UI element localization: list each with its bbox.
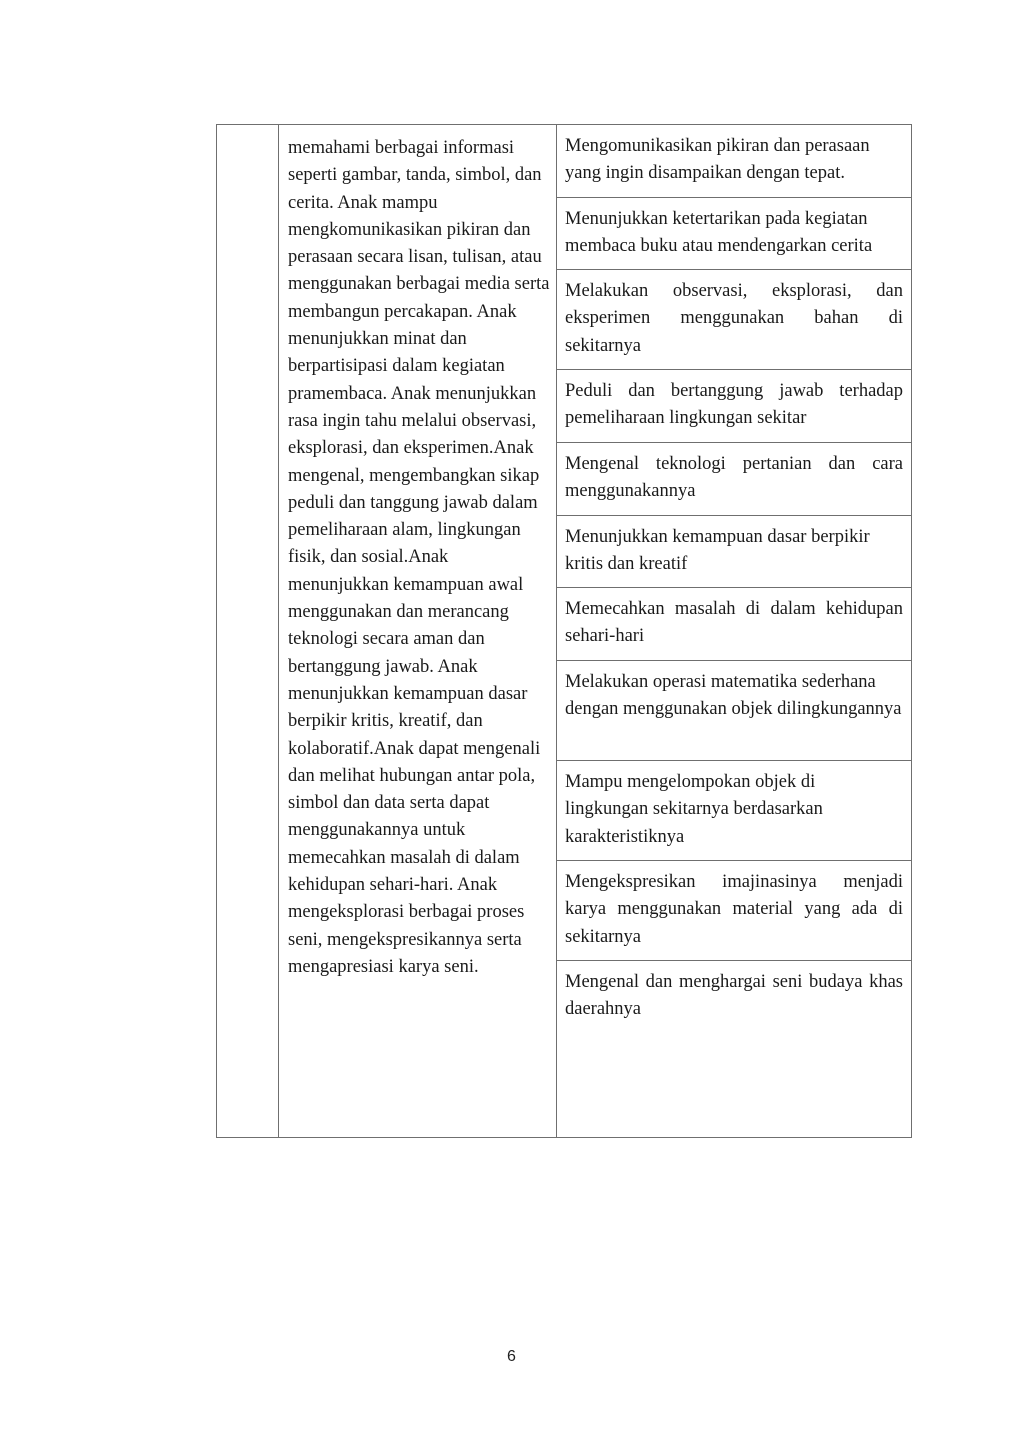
indicator-cell: Mengekspresikan imajinasinya menjadi karya menggunakan material yang ada di sekitarnya — [557, 861, 911, 961]
indicator-cell: Memecahkan masalah di dalam kehidupan sehari-hari — [557, 588, 911, 661]
indicator-cell: Melakukan operasi matematika sederhana dengan menggunakan objek dilingkungannya — [557, 661, 911, 761]
indicator-cell: Mengenal dan menghargai seni budaya khas daerahnya — [565, 972, 903, 1020]
indicator-cell: Menunjukkan ketertarikan pada kegiatan membaca buku atau mendengarkan cerita — [557, 198, 911, 270]
indicators-column — [557, 125, 911, 1137]
indicator-cell: Melakukan observasi, eksplorasi, dan eksperimen menggunakan bahan di sekitarnya — [557, 270, 911, 370]
description-cell: memahami berbagai informasi seperti gambar, tanda, simbol, dan cerita. Anak mampu mengkomunikasikan pikiran dan perasaan secara lisan, tulisan, atau menggunakan berbagai media serta membangun percakapan. Anak menunjukkan minat dan berpartisipasi dalam kegiatan pramembaca. Anak menunjukkan rasa ingin tahu melalui observasi, eksplorasi, dan eksperimen.Anak mengenal, mengembangkan sikap peduli dan tanggung jawab dalam pemeliharaan alam, lingkungan fisik, dan sosial.Anak menunjukkan kemampuan awal menggunakan dan merancang teknologi secara aman dan bertanggung jawab. Anak menunjukkan kemampuan dasar berpikir kritis, kreatif, dan kolaboratif.Anak dapat mengenali dan melihat hubungan antar pola, simbol dan data serta dapat menggunakannya untuk memecahkan masalah di dalam kehidupan sehari-hari. Anak mengeksplorasi berbagai proses seni, mengekspresikannya serta mengapresiasi karya seni. — [279, 125, 557, 1137]
indicator-cell: Menunjukkan kemampuan dasar berpikir kritis dan kreatif — [557, 516, 911, 588]
page-number: 6 — [507, 1348, 516, 1365]
number-column-cell — [217, 125, 279, 1137]
indicator-cell: Mengenal teknologi pertanian dan cara menggunakannya — [557, 443, 911, 516]
indicator-cell: Mengomunikasikan pikiran dan perasaan yang ingin disampaikan dengan tepat. — [557, 125, 911, 198]
indicator-cell: Mampu mengelompokan objek di lingkungan sekitarnya berdasarkan karakteristiknya — [557, 761, 911, 861]
curriculum-table — [216, 124, 912, 1138]
indicator-cell: Peduli dan bertanggung jawab terhadap pemeliharaan lingkungan sekitar — [557, 370, 911, 443]
